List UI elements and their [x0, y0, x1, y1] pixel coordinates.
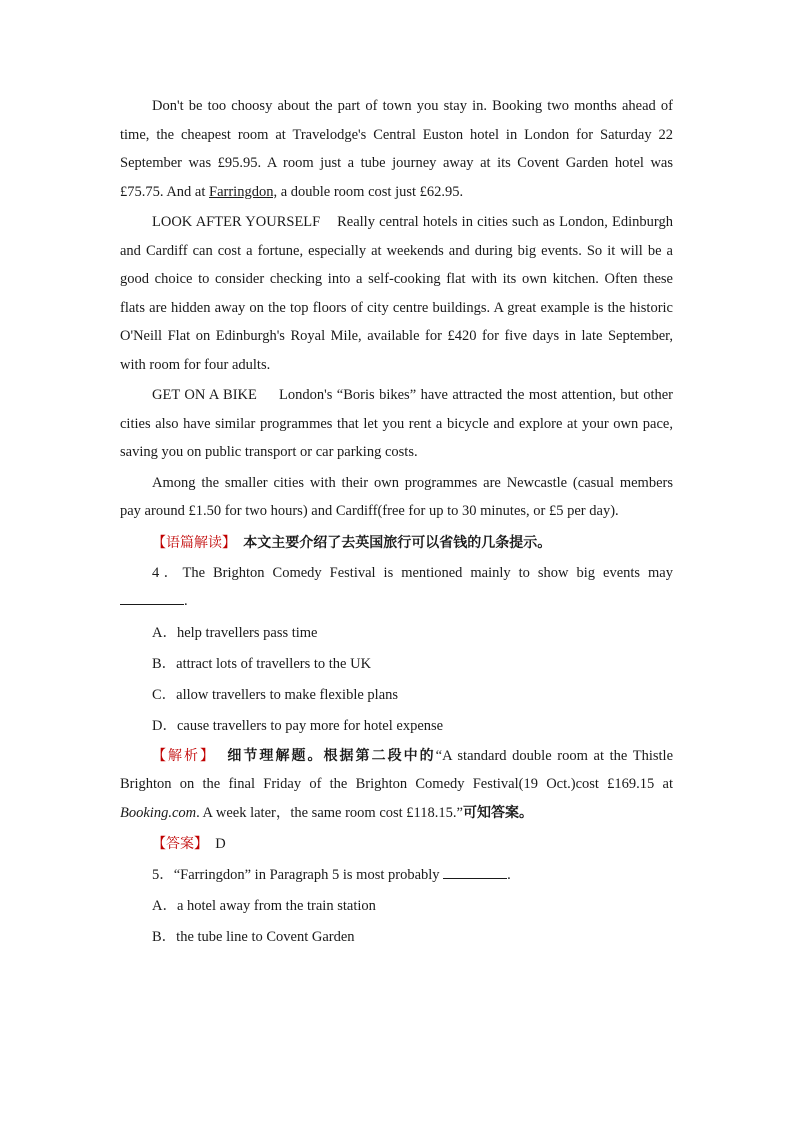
answer-value: D	[215, 836, 226, 852]
question-4-option-d: D．cause travellers to pay more for hotel expense	[152, 717, 444, 734]
passage-text: London's “Boris bikes” have attracted the most attention, but other cities also have similar programmes that let you rent a bicycle and explore at your own pace, saving you on public transport or car parking costs.	[120, 387, 674, 460]
site-name: Booking.com	[120, 804, 197, 821]
passage-text: Really central hotels in cities such as London, Edinburgh and Cardiff can cost a fortune, especially at weekends and during big events. So it will be a good choice to consider checking into a self-cooking flat with its own kitchen. Often these flats are hidden away on the top floors of city centre buildings. A great example is the historic O'Neill Flat on Edinburgh's Royal Mile, available for £420 for five days in late September, with room for four adults.	[120, 214, 673, 373]
question-4-answer	[120, 829, 673, 860]
answer-blank	[120, 590, 184, 605]
answer-tag: 【答案】	[152, 836, 208, 852]
passage-paragraph-4	[120, 469, 673, 526]
passage-paragraph-2	[120, 208, 673, 379]
passage-text: Among the smaller cities with their own programmes are Newcastle (casual members pay around £1.50 for two hours) and Cardiff(free for up to 30 minutes, or £5 per day).	[120, 474, 673, 519]
reading-tag: 【语篇解读】	[152, 534, 236, 551]
underlined-word: Farringdon,	[209, 183, 278, 200]
question-5-option-a: A．a hotel away from the train station	[152, 898, 376, 914]
analysis-text: 可知答案。	[462, 804, 533, 821]
passage-text: Don't be too choosy about the part of town you stay in. Booking two months ahead of time, the cheapest room at Travelodge's Central Euston hotel in London for Saturday 22 September was £95.95. A room just a tube journey away at its Covent Garden hotel was £75.75. And at	[120, 98, 673, 200]
answer-blank	[443, 864, 507, 879]
section-heading: GET ON A BIKE	[152, 387, 257, 403]
question-4-analysis	[120, 742, 673, 828]
question-text: 4．The Brighton Comedy Festival is mentioned mainly to show big events may	[152, 564, 673, 581]
analysis-tag: 【解析】	[152, 747, 217, 764]
reading-summary	[120, 528, 673, 559]
analysis-text: 细节理解题。根据第二段中的	[227, 747, 436, 764]
question-5-option-b: B．the tube line to Covent Garden	[152, 929, 355, 945]
passage-text: a double room cost just £62.95.	[277, 183, 464, 200]
reading-text: 本文主要介绍了去英国旅行可以省钱的几条提示。	[243, 534, 552, 551]
question-end: .	[507, 867, 511, 883]
question-text: 5．“Farringdon” in Paragraph 5 is most probably	[152, 867, 440, 883]
analysis-quote: “A standard double room at the Thistle Brighton on the final Friday of the Brighton Comedy Festival(19 Oct.)cost £169.15 at	[120, 747, 674, 792]
analysis-quote: . A week later，the same room cost £118.15.”	[196, 804, 463, 821]
question-4-stem	[120, 559, 673, 616]
question-4-option-b: B．attract lots of travellers to the UK	[152, 655, 372, 672]
section-heading: LOOK AFTER YOURSELF	[152, 214, 321, 230]
passage-paragraph-1	[120, 92, 673, 206]
passage-paragraph-3	[120, 381, 673, 467]
document-content	[120, 92, 673, 953]
question-4-option-c: C．allow travellers to make flexible plans	[152, 686, 399, 703]
question-4-option-a: A．help travellers pass time	[152, 624, 318, 641]
question-5-stem	[120, 860, 673, 891]
question-end: .	[184, 593, 188, 609]
